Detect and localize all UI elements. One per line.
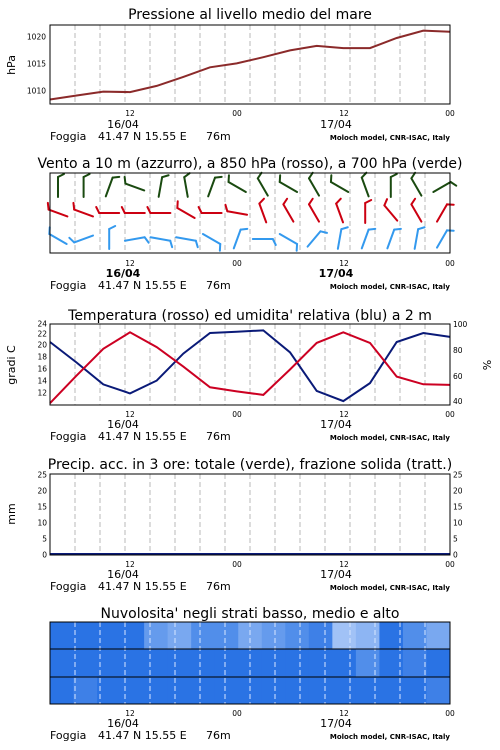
wind-barb-shaft	[433, 182, 450, 192]
cloud-cell	[191, 622, 215, 649]
date-label: 16/04	[105, 267, 141, 280]
date-label: 16/04	[107, 418, 139, 431]
wind-barb-feather	[328, 175, 334, 182]
wind-barb	[69, 230, 93, 244]
temp-ytick: 22	[37, 329, 47, 339]
wind-barb-feather	[175, 201, 181, 208]
wind-barb	[410, 173, 427, 196]
wind-barb-shaft	[387, 230, 394, 249]
location-name: Foggia	[50, 729, 87, 742]
cloud-cell	[356, 649, 380, 677]
cloud-cell	[403, 649, 427, 677]
wind-title: Vento a 10 m (azzurro), a 850 hPa (rosso), a 700 hPa (verde)	[37, 156, 463, 172]
wind-barb-feather	[109, 226, 115, 229]
wind-barb	[253, 239, 276, 245]
cloud-cell	[121, 622, 145, 649]
date-label: 17/04	[320, 717, 352, 730]
wind-barb	[362, 227, 376, 251]
wind-barb-shaft	[411, 178, 421, 195]
wind-barb-shaft	[159, 177, 162, 197]
cloud-cell	[74, 649, 98, 677]
wind-barb	[58, 174, 64, 197]
wind-barb-feather	[308, 199, 315, 205]
cloud-cell	[191, 677, 215, 704]
location-elevation: 76m	[206, 430, 231, 443]
wind-barb	[256, 173, 273, 196]
cloud-cell	[97, 649, 121, 677]
pressure-title: Pressione al livello medio del mare	[128, 7, 372, 23]
wind-barb-feather	[217, 244, 223, 251]
clouds-time-axis	[107, 709, 455, 730]
wind-time-axis	[106, 259, 455, 280]
x-tick-label: 12	[125, 259, 135, 268]
model-credit: Moloch model, CNR-ISAC, Italy	[329, 134, 450, 142]
wind-barb-feather	[308, 173, 315, 179]
x-tick-label: 00	[445, 410, 455, 419]
wind-barb	[234, 227, 248, 251]
wind-barb-shaft	[362, 230, 369, 249]
precip-ytick-right: 0	[453, 550, 458, 560]
wind-barb-shaft	[151, 237, 171, 240]
cloud-cell	[74, 677, 98, 704]
wind-barb	[208, 175, 222, 199]
wind-barb	[415, 226, 425, 250]
wind-barb-feather	[258, 199, 265, 204]
location-elevation: 76m	[206, 580, 231, 593]
temp-ytick: 12	[37, 388, 47, 398]
x-tick-label: 00	[232, 109, 242, 118]
model-credit: Moloch model, CNR-ISAC, Italy	[329, 283, 450, 291]
wind-barb	[382, 199, 401, 220]
cloud-cell	[285, 649, 309, 677]
wind-barb-shaft	[74, 236, 93, 243]
wind-barb-shaft	[309, 178, 319, 195]
wind-barb-feather	[256, 173, 263, 179]
wind-barb-shaft	[258, 178, 268, 195]
cloud-cell	[215, 677, 239, 704]
wind-barb	[46, 203, 70, 217]
precip-footer	[50, 580, 450, 593]
pressure-ytick: 1010	[26, 86, 46, 96]
x-tick-label: 00	[445, 109, 455, 118]
wind-barb-feather	[195, 241, 199, 247]
wind-barb-feather	[226, 175, 232, 182]
x-tick-label: 12	[339, 560, 349, 569]
wind-barb-shaft	[229, 182, 246, 192]
wind-barb	[150, 237, 174, 247]
x-tick-label: 00	[445, 560, 455, 569]
wind-barb	[123, 177, 147, 191]
cloud-cell	[309, 622, 333, 649]
cloud-cell	[168, 622, 192, 649]
wind-barb-feather	[199, 207, 202, 213]
cloud-cell	[403, 622, 427, 649]
rh-ytick: 60	[453, 372, 463, 381]
wind-panel	[37, 156, 462, 292]
x-tick-label: 12	[125, 560, 135, 569]
wind-barb-shaft	[362, 178, 369, 197]
wind-barb-feather	[71, 203, 76, 210]
precip-ytick: 0	[42, 550, 47, 560]
wind-barb-shaft	[208, 178, 215, 197]
wind-barb	[277, 234, 300, 251]
wind-barb	[125, 237, 149, 247]
cloud-cell	[262, 622, 286, 649]
model-credit: Moloch model, CNR-ISAC, Italy	[329, 434, 450, 442]
date-label: 17/04	[320, 118, 352, 131]
x-tick-label: 12	[125, 709, 135, 718]
cloud-cell	[426, 677, 450, 704]
wind-barb-feather	[335, 199, 342, 204]
wind-barb-feather	[365, 200, 371, 203]
rh-ytick: 100	[453, 320, 468, 329]
x-tick-label: 12	[339, 410, 349, 419]
precip-ytick-right: 20	[453, 486, 463, 496]
x-tick-label: 12	[339, 709, 349, 718]
temp-ytick: 14	[37, 376, 47, 386]
cloud-cell	[50, 677, 74, 704]
wind-barb	[328, 175, 351, 192]
wind-barb-feather	[277, 175, 283, 182]
location-elevation: 76m	[206, 729, 231, 742]
date-label: 17/04	[320, 418, 352, 431]
wind-barb	[338, 226, 348, 250]
cloud-cell	[309, 677, 333, 704]
wind-barb	[437, 228, 454, 251]
wind-barb-shaft	[177, 208, 194, 218]
precip-title: Precip. acc. in 3 ore: totale (verde), frazione solida (tratt.)	[47, 457, 453, 473]
pressure-time-axis	[107, 109, 455, 131]
pressure-ytick: 1020	[26, 32, 46, 42]
location-elevation: 76m	[206, 279, 231, 292]
cloud-cell	[215, 622, 239, 649]
wind-barb-shaft	[74, 210, 93, 217]
pressure-panel	[5, 7, 455, 143]
cloud-cell	[426, 622, 450, 649]
cloud-cell	[262, 677, 286, 704]
temp-ytick: 20	[37, 340, 47, 350]
cloud-cell	[403, 677, 427, 704]
cloud-cell	[144, 649, 168, 677]
date-label: 16/04	[107, 568, 139, 581]
wind-barb	[199, 207, 222, 213]
wind-barb	[387, 227, 401, 251]
model-credit: Moloch model, CNR-ISAC, Italy	[329, 584, 450, 592]
cloud-cell	[144, 677, 168, 704]
wind-barb-feather	[410, 173, 417, 179]
wind-barb-feather	[184, 173, 190, 177]
wind-barb	[277, 175, 300, 192]
wind-barb	[308, 229, 327, 250]
temp-rh-time-axis	[107, 410, 455, 431]
cloud-cell	[262, 649, 286, 677]
location-coords: 41.47 N 15.55 E	[98, 430, 187, 443]
cloud-cell	[168, 677, 192, 704]
wind-barb	[175, 201, 198, 218]
wind-barb-feather	[369, 227, 376, 232]
wind-barb	[147, 207, 170, 213]
wind-barb	[308, 173, 325, 196]
rh-ylabel: %	[481, 359, 494, 371]
precip-ytick: 25	[37, 470, 47, 480]
cloud-cell	[309, 649, 333, 677]
cloud-cell	[97, 622, 121, 649]
wind-barb	[109, 226, 115, 249]
x-tick-label: 12	[125, 410, 135, 419]
wind-barb-shaft	[384, 205, 397, 220]
wind-barb-shaft	[234, 230, 241, 249]
wind-barb-feather	[162, 174, 168, 178]
precip-ytick-right: 25	[453, 470, 463, 480]
location-coords: 41.47 N 15.55 E	[98, 729, 187, 742]
wind-barb-shaft	[309, 204, 319, 221]
wind-barb	[335, 199, 349, 223]
clouds-title: Nuvolosita' negli strati basso, medio e alto	[100, 606, 400, 622]
wind-barb-shaft	[415, 229, 418, 249]
precip-ytick-right: 10	[453, 518, 463, 528]
temp-rh-panel	[5, 308, 494, 443]
wind-barb-shaft	[331, 182, 348, 192]
cloud-cell	[356, 622, 380, 649]
pressure-ytick: 1015	[26, 59, 46, 69]
wind-barb-feather	[341, 226, 347, 230]
cloud-cell	[356, 677, 380, 704]
wind-barb-feather	[122, 207, 125, 213]
wind-barb-shaft	[49, 234, 66, 244]
wind-barb-feather	[123, 177, 128, 184]
clouds-footer	[50, 729, 450, 742]
wind-barb	[410, 199, 427, 222]
precip-ytick-right: 15	[453, 502, 463, 512]
clouds-panel	[50, 606, 455, 742]
temp-rh-title: Temperatura (rosso) ed umidita' relativa (blu) a 2 m	[68, 308, 432, 324]
date-label: 17/04	[320, 568, 352, 581]
precip-grid	[75, 474, 425, 555]
wind-barb	[224, 205, 248, 215]
wind-barb-feather	[215, 175, 222, 180]
wind-barb	[175, 237, 199, 247]
cloud-cell	[332, 677, 356, 704]
wind-barb-feather	[69, 237, 74, 244]
wind-barb-feather	[391, 174, 397, 177]
cloud-cell	[144, 622, 168, 649]
wind-barb-shaft	[437, 230, 447, 247]
cloud-cell	[74, 622, 98, 649]
wind-barb-shaft	[106, 178, 113, 197]
cloud-cell	[285, 622, 309, 649]
wind-barb-shaft	[203, 234, 220, 244]
wind-footer	[50, 279, 450, 292]
wind-barb-feather	[282, 199, 289, 205]
temp-ylabel: gradi C	[5, 345, 18, 385]
wind-barb	[391, 174, 397, 197]
temp-ytick: 16	[37, 364, 47, 374]
wind-barb	[184, 173, 194, 197]
wind-barb-feather	[320, 229, 327, 235]
location-name: Foggia	[50, 430, 87, 443]
precip-ytick: 10	[37, 518, 47, 528]
cloud-cell	[285, 677, 309, 704]
precip-time-axis	[107, 560, 455, 581]
model-credit: Moloch model, CNR-ISAC, Italy	[329, 733, 450, 741]
wind-barb	[361, 173, 375, 197]
rh-ytick: 80	[453, 346, 463, 355]
x-tick-label: 12	[339, 109, 349, 118]
cloud-cell	[50, 622, 74, 649]
wind-barb	[200, 234, 223, 251]
wind-barb-shaft	[259, 204, 266, 223]
wind-barb-shaft	[437, 204, 447, 221]
cloud-cell	[332, 649, 356, 677]
wind-barbs	[46, 173, 456, 251]
location-name: Foggia	[50, 580, 87, 593]
wind-barb	[433, 181, 456, 198]
date-label: 17/04	[318, 267, 354, 280]
cloud-cell	[121, 649, 145, 677]
wind-barb-feather	[294, 244, 300, 251]
x-tick-label: 00	[445, 709, 455, 718]
wind-barb-shaft	[184, 177, 187, 197]
date-label: 16/04	[107, 717, 139, 730]
wind-barb-feather	[410, 199, 417, 205]
location-coords: 41.47 N 15.55 E	[98, 279, 187, 292]
wind-barb-feather	[96, 207, 99, 213]
precip-ytick: 15	[37, 502, 47, 512]
wind-barb	[308, 199, 325, 222]
wind-barb-feather	[382, 199, 389, 205]
wind-barb-feather	[169, 241, 173, 247]
cloud-cell	[50, 649, 74, 677]
cloud-cell	[121, 677, 145, 704]
date-label: 16/04	[107, 118, 139, 131]
x-tick-label: 00	[232, 410, 242, 419]
wind-barb-feather	[113, 175, 120, 180]
wind-barb-shaft	[125, 237, 145, 240]
precip-panel	[5, 457, 463, 593]
wind-barb-shaft	[280, 234, 297, 244]
wind-barb-feather	[241, 227, 248, 232]
wind-barb	[437, 202, 454, 225]
precip-ylabel: mm	[5, 503, 18, 525]
location-coords: 41.47 N 15.55 E	[98, 130, 187, 143]
cloud-cell	[97, 677, 121, 704]
cloud-cell	[426, 649, 450, 677]
temp-ytick: 24	[37, 319, 47, 329]
pressure-footer	[50, 130, 450, 143]
wind-barb-feather	[145, 237, 149, 243]
wind-barb-shaft	[283, 204, 293, 221]
cloud-cell	[168, 649, 192, 677]
location-elevation: 76m	[206, 130, 231, 143]
wind-barb	[365, 200, 371, 223]
wind-barb	[159, 174, 169, 198]
location-name: Foggia	[50, 130, 87, 143]
location-coords: 41.47 N 15.55 E	[98, 580, 187, 593]
wind-barb-shaft	[308, 231, 321, 246]
wind-barb-shaft	[125, 184, 144, 191]
wind-barb-shaft	[411, 204, 421, 221]
pressure-ylabel: hPa	[5, 55, 18, 75]
precip-ytick: 5	[42, 534, 47, 544]
x-tick-label: 12	[339, 259, 349, 268]
x-tick-label: 00	[445, 259, 455, 268]
wind-barb-shaft	[280, 182, 297, 192]
wind-barb	[226, 175, 249, 192]
x-tick-label: 12	[125, 109, 135, 118]
x-tick-label: 00	[232, 709, 242, 718]
wind-barb	[282, 199, 299, 222]
x-tick-label: 00	[232, 560, 242, 569]
wind-barb-feather	[84, 174, 90, 177]
wind-barb-shaft	[176, 237, 196, 240]
wind-barb	[84, 174, 90, 197]
wind-barb-feather	[58, 174, 64, 177]
location-name: Foggia	[50, 279, 87, 292]
precip-ytick-right: 5	[453, 534, 458, 544]
wind-barb-shaft	[338, 229, 341, 249]
wind-barb-shaft	[49, 210, 68, 217]
wind-barb	[258, 199, 272, 223]
rh-ytick: 40	[453, 397, 463, 406]
wind-barb-feather	[418, 226, 424, 230]
cloud-cell	[215, 649, 239, 677]
temp-ytick: 18	[37, 352, 47, 362]
temp-rh-footer	[50, 430, 450, 443]
cloud-cell	[191, 649, 215, 677]
wind-barb-shaft	[336, 204, 343, 223]
wind-barb-shaft	[227, 211, 247, 214]
wind-barb-feather	[451, 181, 457, 188]
precip-ytick: 20	[37, 486, 47, 496]
cloud-cell	[332, 622, 356, 649]
wind-barb	[106, 175, 120, 199]
x-tick-label: 00	[232, 259, 242, 268]
